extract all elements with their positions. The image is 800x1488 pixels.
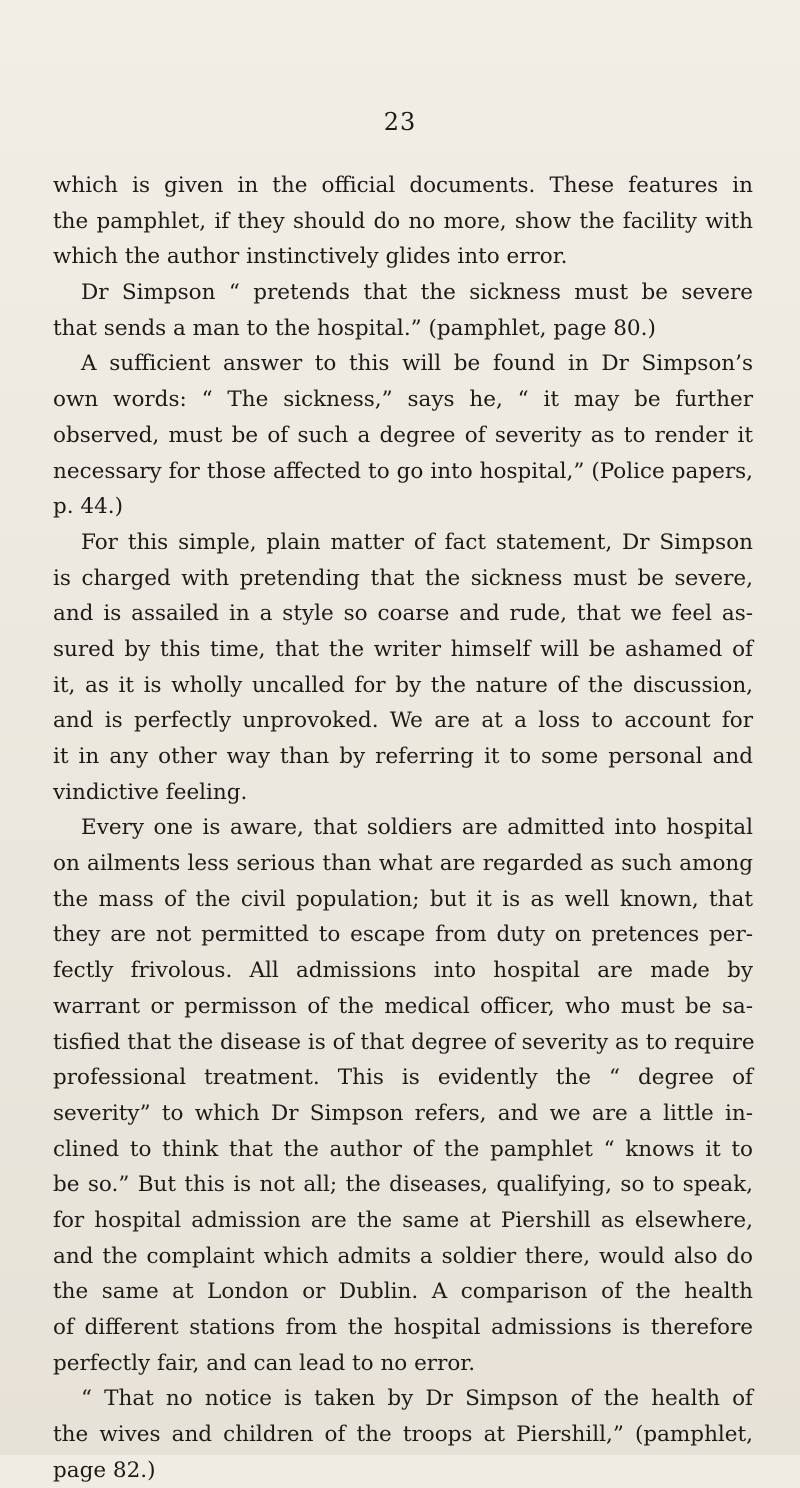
text-line: on ailments less serious than what are regarded as such among: [53, 851, 753, 877]
text-line: For this simple, plain matter of fact statement, Dr Simpson: [81, 529, 753, 555]
text-line: which is given in the official documents. These features in: [53, 173, 753, 198]
text-line: they are not permitted to escape from duty on pretences per-: [53, 922, 753, 948]
text-line: tisfied that the disease is of that degree of severity as to require: [53, 1029, 755, 1055]
text-line: it in any other way than by referring it to some personal and: [53, 744, 753, 769]
text-line: warrant or permisson of the medical officer, who must be sa-: [53, 993, 753, 1019]
text-line: and is perfectly unprovoked. We are at a loss to account for: [53, 708, 753, 734]
text-line: and the complaint which admits a soldier there, would also do: [53, 1243, 753, 1269]
text-line: it, as it is wholly uncalled for by the nature of the discussion,: [53, 672, 753, 698]
text-line: professional treatment. This is evidently the “ degree of: [53, 1065, 753, 1091]
text-line: fectly frivolous. All admissions into hospital are made by: [53, 958, 753, 984]
text-line: is charged with pretending that the sickness must be severe,: [53, 565, 753, 591]
text-line: severity” to which Dr Simpson refers, and we are a little in-: [53, 1100, 753, 1126]
text-line: the wives and children of the troops at Piershill,” (pamphlet,: [53, 1422, 753, 1448]
text-line: which the author instinctively glides into error.: [53, 244, 568, 270]
text-line: and is assailed in a style so coarse and rude, that we feel as-: [53, 601, 753, 627]
text-line: the pamphlet, if they should do no more, show the facility with: [53, 208, 753, 234]
text-line: vindictive feeling.: [53, 779, 248, 805]
text-line: observed, must be of such a degree of severity as to render it: [53, 422, 753, 448]
text-line: page 82.): [53, 1457, 156, 1483]
text-line: of different stations from the hospital admissions is therefore: [53, 1315, 753, 1340]
text-line: the same at London or Dublin. A comparison of the health: [53, 1279, 753, 1305]
text-line: p. 44.): [53, 494, 124, 520]
text-line: Dr Simpson “ pretends that the sickness must be severe: [81, 280, 753, 306]
text-line: perfectly fair, and can lead to no error.: [53, 1350, 476, 1376]
text-line: be so.” But this is not all; the diseases, qualifying, so to speak,: [53, 1172, 753, 1198]
text-line: “ That no notice is taken by Dr Simpson of the health of: [81, 1386, 753, 1412]
page-number: 23: [383, 108, 417, 136]
text-line: necessary for those affected to go into hospital,” (Police papers,: [53, 458, 753, 484]
body-text: [53, 168, 753, 1488]
text-line: that sends a man to the hospital.” (pamphlet, page 80.): [53, 315, 656, 341]
text-line: clined to think that the author of the pamphlet “ knows it to: [53, 1136, 753, 1162]
text-line: own words: “ The sickness,” says he, “ it may be further: [53, 387, 753, 413]
text-line: Every one is aware, that soldiers are admitted into hospital: [81, 815, 753, 841]
text-line: sured by this time, that the writer himself will be ashamed of: [53, 636, 753, 662]
text-line: the mass of the civil population; but it is as well known, that: [53, 886, 753, 912]
text-line: for hospital admission are the same at Piershill as elsewhere,: [53, 1207, 753, 1233]
text-line: A sufficient answer to this will be found in Dr Simpson’s: [81, 351, 753, 377]
